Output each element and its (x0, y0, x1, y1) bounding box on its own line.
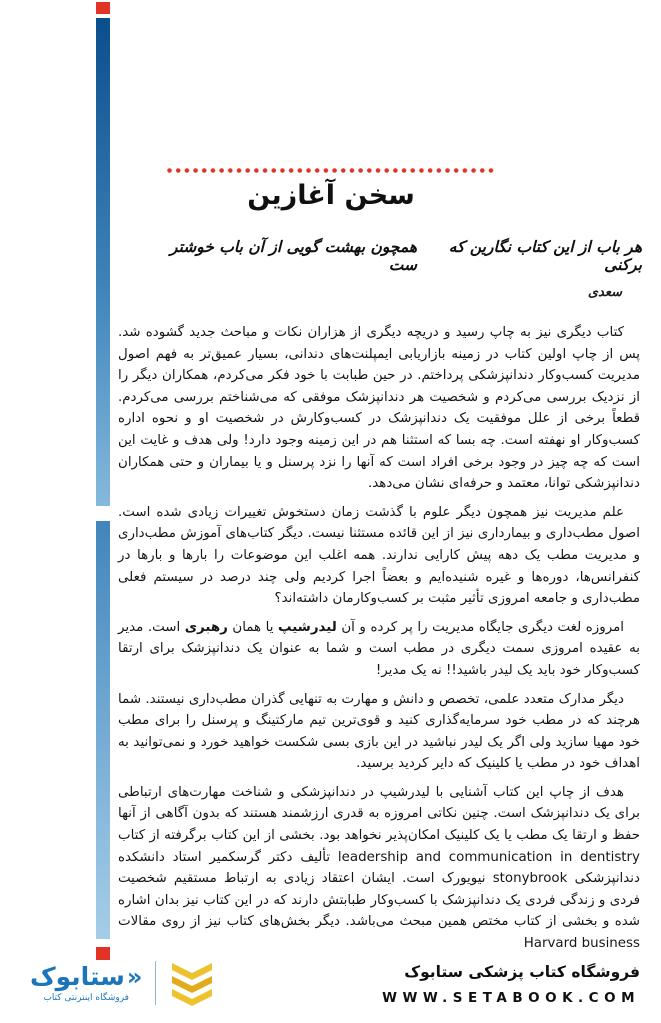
store-name: فروشگاه کتاب پزشکی ستابوک (404, 963, 640, 981)
paragraph-3-lead: امروزه لغت دیگری جایگاه مدیریت را پر کرده و آن (336, 619, 624, 635)
paragraph-1: کتاب دیگری نیز به چاپ رسید و دریچه دیگری از هزاران نکات و مباحث جدید گشوده شد. پس از چاپ اولین کتاب در زمینه بازاریابی ایمپلنت‌های دندانی، بسیار عمیق‌تر به فهم اصول مدیریت کسب‌وکار دندانپزشکی پرداختم. در حین طبابت با خود فکر می‌کردم، همکاران دیگر را از نزدیک بررسی می‌کردم و شخصیت هر دندانپزشک موفقی که می‌شناختم بررسی می‌کردم. قطعاً برخی از علل موفقیت یک دندانپزشک در کسب‌وکارش در شخصیت او و نحوه اداره کسب‌وکار او نهفته است. چه بسا که استثنا هم در این زمینه وجود دارد! ولی هدف و غایت این است که چه چیز در وجود برخی افراد است که آنها را نزد پرسنل و یا بیماران و حتی همکاران دندانپزشکی توانا، معتمد و حرفه‌ای نشان می‌دهد. (118, 325, 640, 492)
top-blue-bar (96, 18, 110, 506)
website-url: WWW.SETABOOK.COM (382, 990, 640, 1006)
poem-hemistich-left: همچون بهشت گویی از آن باب خوشتر ست (170, 238, 417, 274)
paragraph-3-tail: است. مدیر به عقیده امروزی سمت دیگری در مطب است و شما به عنوان یک دندانپزشک برای ارتقا کسب‌وکار خود باید یک لیدر باشید!! نه یک مدیر! (118, 619, 640, 678)
setabook-logo (30, 958, 215, 1008)
page-title: سخن آغازین (247, 180, 415, 211)
top-red-square (96, 2, 110, 14)
poem-attribution: سعدی (587, 285, 622, 300)
paragraph-3-mid: یا همان (227, 619, 279, 635)
logo-separator (155, 961, 156, 1005)
paragraph-2: علم مدیریت نیز همچون دیگر علوم با گذشت زمان دستخوش تغییرات زیادی شده است. اصول مطب‌داری و بیمارداری نیز از این قائده مستثنا نیست. دیگر کتاب‌های آموزش مطب‌داری و مدیریت مطب یک دهه پیش کارایی ندارند. همه اغلب این موضوعات را بارها و بارها در کنفرانس‌ها، دوره‌ها و غیره شنیده‌ایم و بعضاً اجرا کردیم ولی چند درصد در سیستم فعلی مطب‌داری و جامعه امروزی تأثیر مثبت بر کسب‌وکارمان داشته‌اند؟ (118, 504, 640, 607)
logo-tagline: فروشگاه اینترنتی کتاب (43, 992, 129, 1003)
dotted-divider (166, 167, 496, 174)
logo-chevron-mark: « (126, 962, 143, 991)
paragraph-5: هدف از چاپ این کتاب آشنایی با لیدرشیپ در دندانپزشکی و شناخت مهارت‌های ارتباطی برای یک دندانپزشک است. چنین نکاتی امروزه به قدری ارزشمند هستند که بدون آگاهی از آنها حفظ و ارتقا یک مطب یا یک کلینیک امکان‌پذیر نخواهد بود. بخشی از این کتاب برگرفته از کتاب leadership and communication in dentistry تألیف دکتر گرسکمیر استاد دانشکده دندانپزشکی stonybrook نیویورک است. ایشان اعتقاد زیادی به ارتباط مستقیم شخصیت فردی و زندگی فردی یک دندانپزشک با کسب‌وکار طبابتش دارند که در این کتاب نیز بدان اشاره شده و بخشی از کتاب مختص همین مبحث می‌باشد. دیگر بخش‌های کتاب نیز از روی مقالات Harvard business (118, 784, 640, 952)
paragraph-4: دیگر مدارک متعدد علمی، تخصص و دانش و مهارت به تنهایی گذران مطب‌داری نیستند. شما هرچند که در مطب خود سرمایه‌گذاری کنید و قوی‌ترین تیم مارکتینگ و پرسنل را برای مطب خود مهیا سازید ولی اگر یک لیدر نباشید در این بازی بسی شکست خواهید خورد و نمی‌توانید به اهداف خود در مطب یا کلینیک که دایر کردید برسید. (118, 691, 640, 772)
bold-leadership-word: لیدرشیپ (278, 619, 337, 635)
bottom-blue-bar (96, 521, 110, 939)
bold-rahbari-word: رهبری (184, 619, 228, 635)
footer-store-info (382, 963, 640, 1006)
setabook-gold-logo-icon (169, 958, 215, 1008)
paragraph-3 (118, 617, 640, 682)
logo-name: ستابوک (30, 961, 125, 991)
setabook-blue-logo (30, 961, 143, 1003)
body-text (118, 322, 640, 962)
poem-hemistich-right: هر باب از این کتاب نگارین که برکنی (448, 238, 642, 274)
poem (150, 238, 642, 274)
